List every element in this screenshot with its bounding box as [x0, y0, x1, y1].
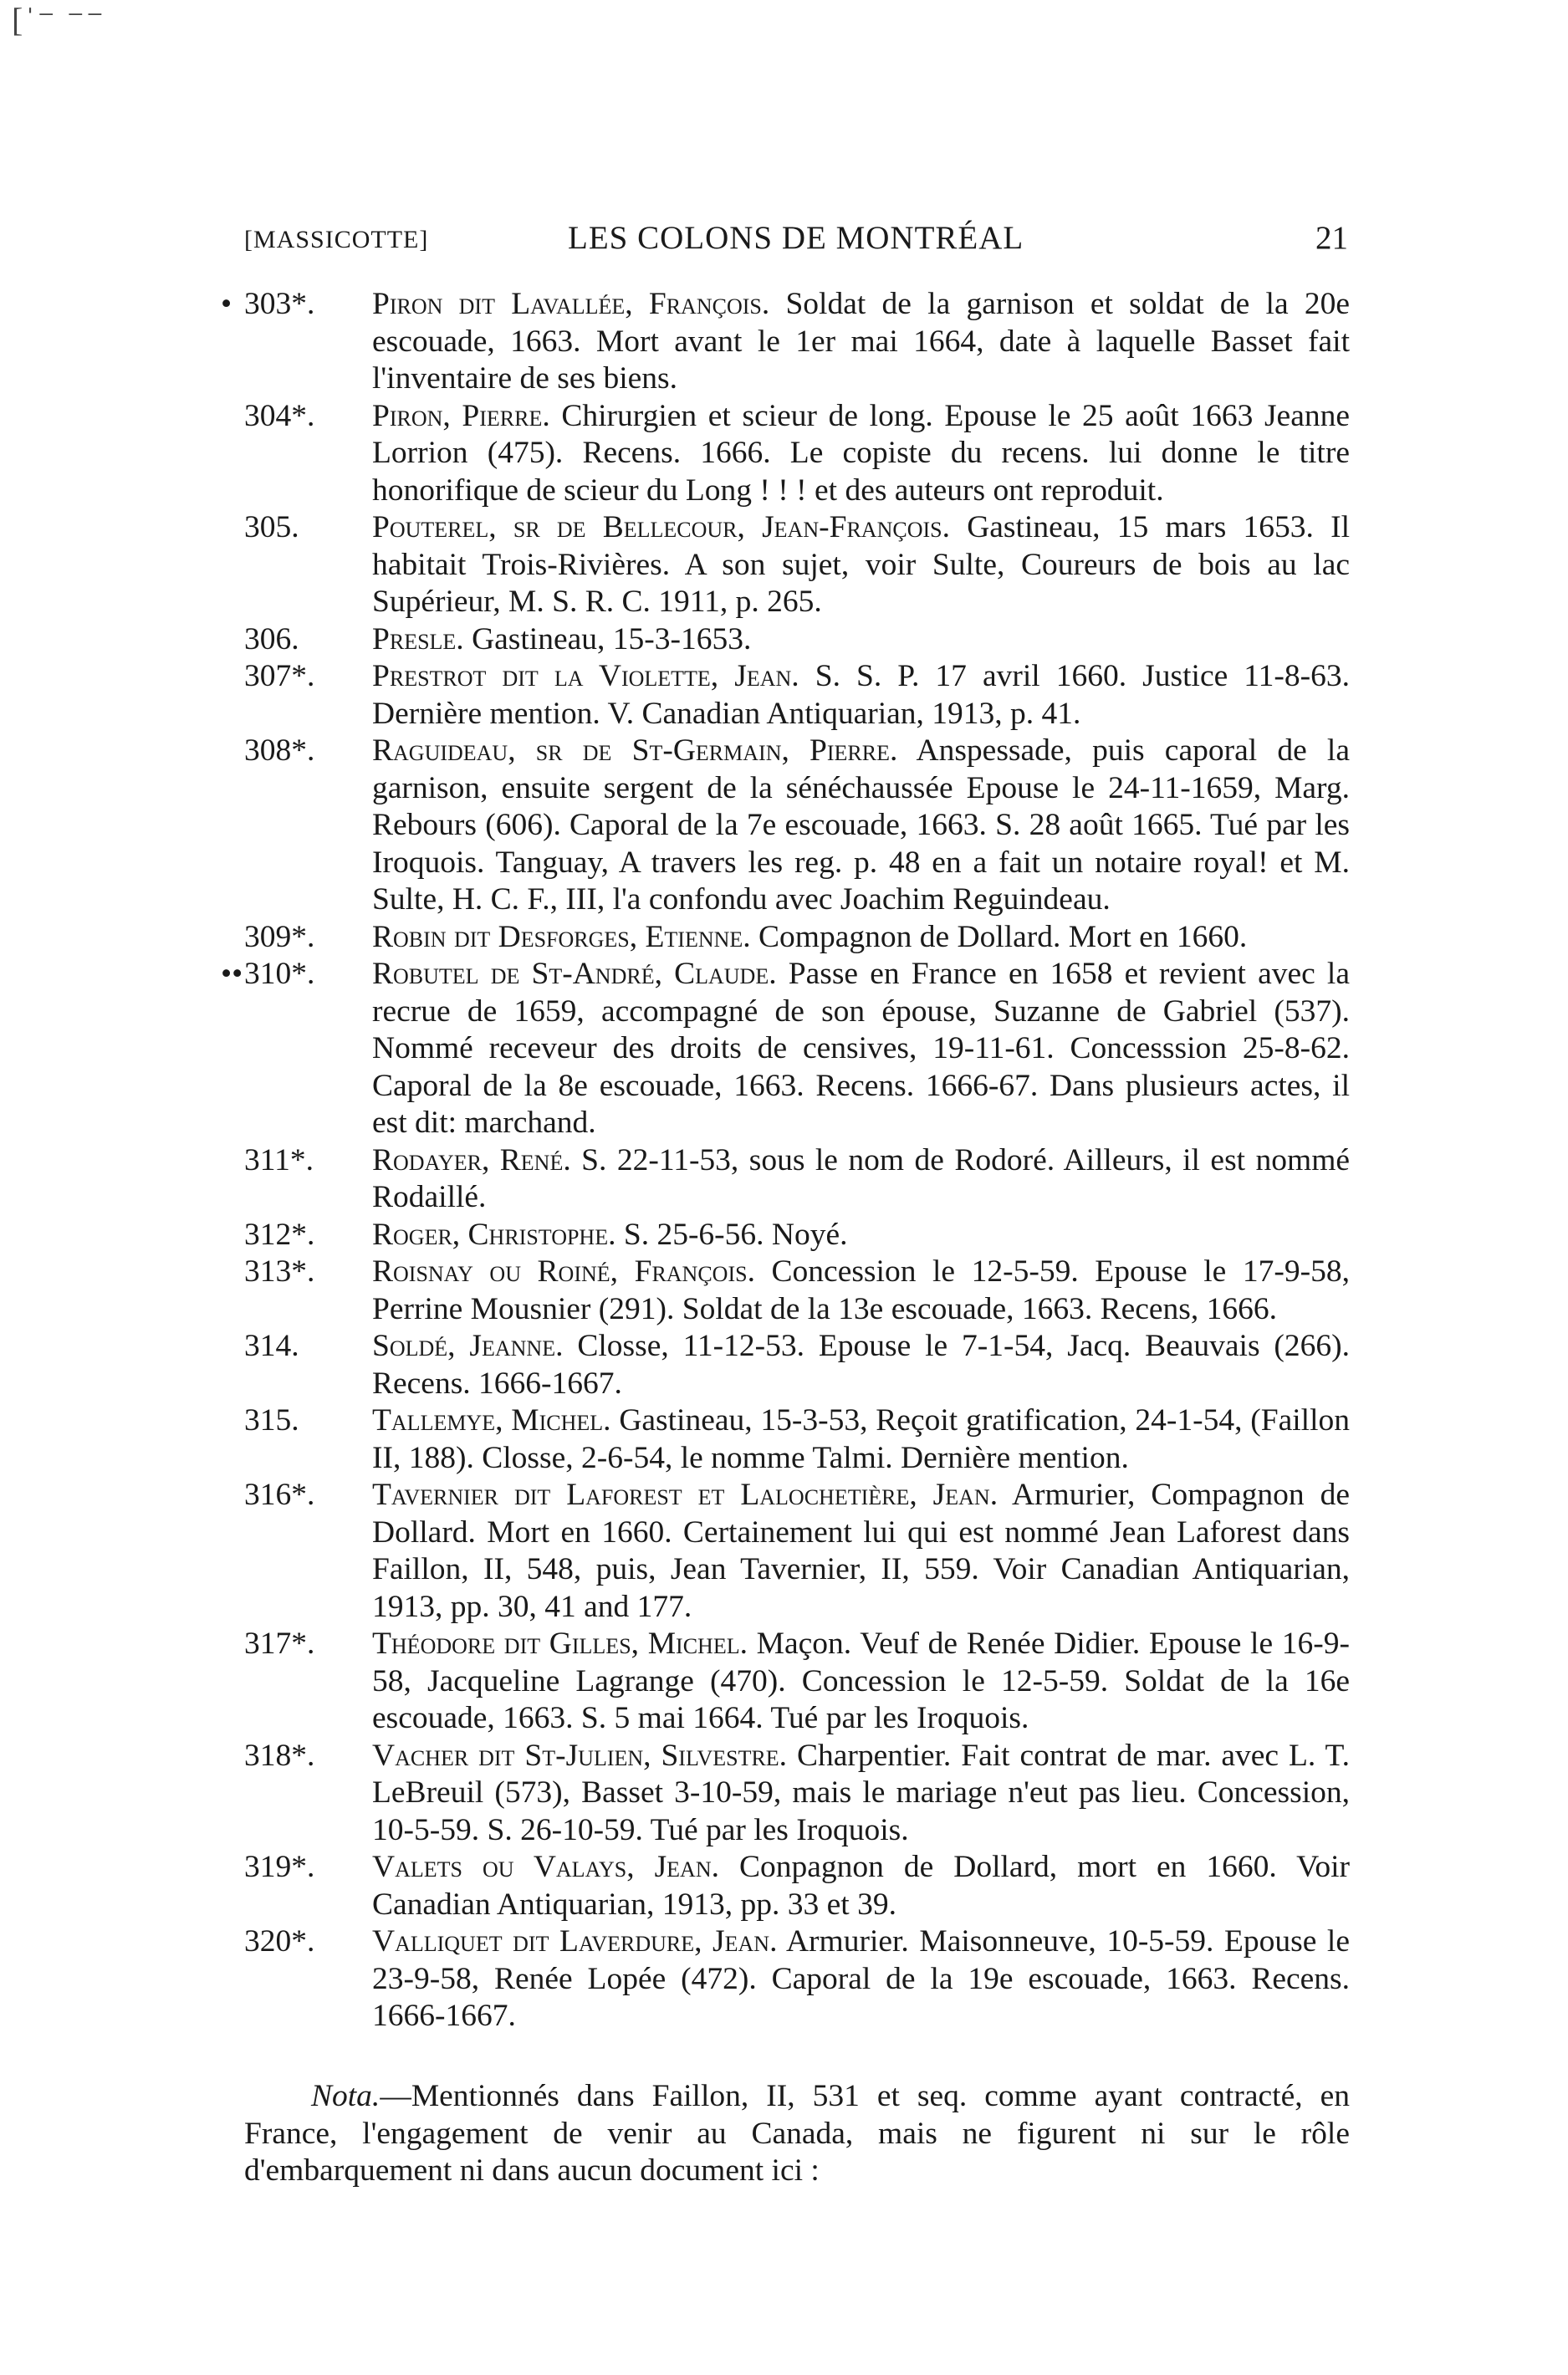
entry-number: 308*.	[244, 733, 315, 768]
entry	[244, 1254, 1350, 1328]
entry	[244, 1328, 1350, 1402]
entry-marker: ••	[221, 957, 243, 991]
entry-text: S. 25-6-56. Noyé.	[623, 1217, 848, 1252]
entry-number: 303*.	[244, 287, 315, 321]
entry-text: Conpagnon de Dollard, mort en 1660. Voir Canadian Antiquarian, 1913, pp. 33 et 39.	[372, 1850, 1350, 1922]
entry-number: 320*.	[244, 1924, 315, 1959]
entry	[244, 1849, 1350, 1923]
entry	[244, 658, 1350, 733]
nota-text: —Mentionnés dans Faillon, II, 531 et seq. comme ayant contracté, en France, l'engagement de venir au Canada, mais ne figurent ni sur le rôle d'embarquement ni dans aucun document ici :	[244, 2079, 1350, 2188]
entry-text: Maçon. Veuf de Renée Didier. Epouse le 16-9-58, Jacqueline Lagrange (470). Concession le 12-5-59. Soldat de la 16e escouade, 1663. S. 5 mai 1664. Tué par les Iroquois.	[372, 1627, 1350, 1735]
entry	[244, 919, 1350, 957]
entry-text: S. 22-11-53, sous le nom de Rodoré. Ailleurs, il est nommé Rodaillé.	[372, 1142, 1351, 1214]
entry-text: Charpentier. Fait contrat de mar. avec L. T. LeBreuil (573), Basset 3-10-59, mais le mariage n'eut pas lieu. Concession, 10-5-59. S. 26-10-59. Tué par les Iroquois.	[372, 1738, 1350, 1847]
corner-mark: [ˈ⁻ ⁻⁻	[12, 1, 105, 38]
entry	[244, 1626, 1350, 1738]
entry	[244, 1217, 1350, 1254]
entry-name: Piron, Pierre.	[372, 398, 550, 433]
entry-marker: •	[221, 287, 232, 321]
entry	[244, 1402, 1350, 1477]
entry	[221, 956, 1350, 1142]
entry-name: Soldé, Jeanne.	[372, 1329, 564, 1363]
entry-name: Valliquet dit Laverdure, Jean.	[372, 1924, 778, 1959]
nota-paragraph	[244, 2078, 1350, 2190]
entry-name: Prestrot dit la Violette, Jean.	[372, 659, 799, 693]
entry-number: 312*.	[244, 1217, 315, 1252]
header-author: [MASSICOTTE]	[244, 226, 429, 253]
entry	[244, 1477, 1350, 1626]
entry-name: Tavernier dit Laforest et Lalochetière, Jean.	[372, 1478, 999, 1512]
entry-text: Closse, 11-12-53. Epouse le 7-1-54, Jacq. Beauvais (266). Recens. 1666-1667.	[372, 1329, 1351, 1401]
entry-text: Gastineau, 15 mars 1653. Il habitait Trois-Rivières. A son sujet, voir Sulte, Coureurs de bois au lac Supérieur, M. S. R. C. 1911, p. 265.	[372, 510, 1351, 619]
entry	[244, 1738, 1350, 1850]
entry	[244, 733, 1350, 919]
entry-text: Compagnon de Dollard. Mort en 1660.	[758, 919, 1248, 954]
header-title: LES COLONS DE MONTRÉAL	[568, 220, 1024, 256]
entry-name: Théodore dit Gilles, Michel.	[372, 1627, 748, 1661]
entry-name: Presle.	[372, 621, 464, 656]
entry-name: Pouterel, sr de Bellecour, Jean-François.	[372, 510, 950, 544]
entry-name: Rodayer, René.	[372, 1142, 571, 1177]
entry-text: Soldat de la garnison et soldat de la 20e escouade, 1663. Mort avant le 1er mai 1664, date à laquelle Basset fait l'inventaire de ses biens.	[372, 287, 1350, 396]
nota-label: Nota.	[311, 2079, 381, 2113]
entry-number: 309*.	[244, 919, 315, 954]
entry-text: Armurier. Maisonneuve, 10-5-59. Epouse le 23-9-58, Renée Lopée (472). Caporal de la 19e escouade, 1663. Recens. 1666-1667.	[372, 1924, 1350, 2033]
entry	[244, 509, 1350, 621]
entry	[244, 398, 1350, 510]
entry	[221, 286, 1350, 398]
entry-name: Tallemye, Michel.	[372, 1403, 611, 1438]
entry-name: Vacher dit St-Julien, Silvestre.	[372, 1738, 788, 1773]
entry-name: Robin dit Desforges, Etienne.	[372, 919, 751, 954]
entry-text: Gastineau, 15-3-1653.	[472, 621, 752, 656]
entry-name: Piron dit Lavallée, François.	[372, 287, 770, 321]
entry-text: Anspessade, puis caporal de la garnison, ensuite sergent de la sénéchaussée Epouse le 24-11-1659, Marg. Rebours (606). Caporal de la 7e escouade, 1663. S. 28 août 1665. Tué par les Iroquois. Tanguay, A travers les reg. p. 48 en a fait un notaire royal! et M. Sulte, H. C. F., III, l'a confondu avec Joachim Reguindeau.	[372, 733, 1350, 917]
entry-text: Gastineau, 15-3-53, Reçoit gratification, 24-1-54, (Faillon II, 188). Closse, 2-6-54, le nomme Talmi. Dernière mention.	[372, 1403, 1350, 1475]
entry	[244, 621, 1350, 659]
entry-number: 305.	[244, 510, 299, 544]
entry	[244, 1923, 1350, 2035]
page-number: 21	[1315, 220, 1348, 256]
entry-number: 318*.	[244, 1738, 315, 1773]
entry	[244, 1142, 1350, 1217]
entry-number: 317*.	[244, 1627, 315, 1661]
entry-text: Concession le 12-5-59. Epouse le 17-9-58, Perrine Mousnier (291). Soldat de la 13e escouade, 1663. Recens, 1666.	[372, 1254, 1350, 1326]
entry-text: Passe en France en 1658 et revient avec la recrue de 1659, accompagné de son épouse, Suzanne de Gabriel (537). Nommé receveur des droits de censives, 19-11-61. Concesssion 25-8-62. Caporal de la 8e escouade, 1663. Recens. 1666-67. Dans plusieurs actes, il est dit: marchand.	[372, 957, 1350, 1140]
entry-number: 306.	[244, 621, 299, 656]
entry-number: 307*.	[244, 659, 315, 693]
entry-text: Chirurgien et scieur de long. Epouse le 25 août 1663 Jeanne Lorrion (475). Recens. 1666. Le copiste du recens. lui donne le titre honorifique de scieur du Long ! ! ! et des auteurs ont reproduit.	[372, 398, 1350, 508]
entry-number: 315.	[244, 1403, 299, 1438]
entry-number: 313*.	[244, 1254, 315, 1289]
entry-name: Valets ou Valays, Jean.	[372, 1850, 719, 1884]
entry-name: Robutel de St-André, Claude.	[372, 957, 777, 991]
entry-name: Raguideau, sr de St-Germain, Pierre.	[372, 733, 898, 768]
entry-number: 304*.	[244, 398, 315, 433]
entry-number: 314.	[244, 1329, 299, 1363]
entry-name: Roger, Christophe.	[372, 1217, 616, 1252]
entry-number: 316*.	[244, 1478, 315, 1512]
entry-text: S. S. P. 17 avril 1660. Justice 11-8-63. Dernière mention. V. Canadian Antiquarian, 1913, p. 41.	[372, 659, 1351, 731]
entry-text: Armurier, Compagnon de Dollard. Mort en 1660. Certainement lui qui est nommé Jean Laforest dans Faillon, II, 548, puis, Jean Tavernier, II, 559. Voir Canadian Antiquarian, 1913, pp. 30, 41 and 177.	[372, 1478, 1350, 1624]
entry-list	[221, 286, 1351, 2035]
entry-number: 310*.	[244, 957, 315, 991]
entry-number: 319*.	[244, 1850, 315, 1884]
entry-name: Roisnay ou Roiné, François.	[372, 1254, 755, 1289]
running-header	[244, 219, 1348, 269]
entry-number: 311*.	[244, 1142, 314, 1177]
